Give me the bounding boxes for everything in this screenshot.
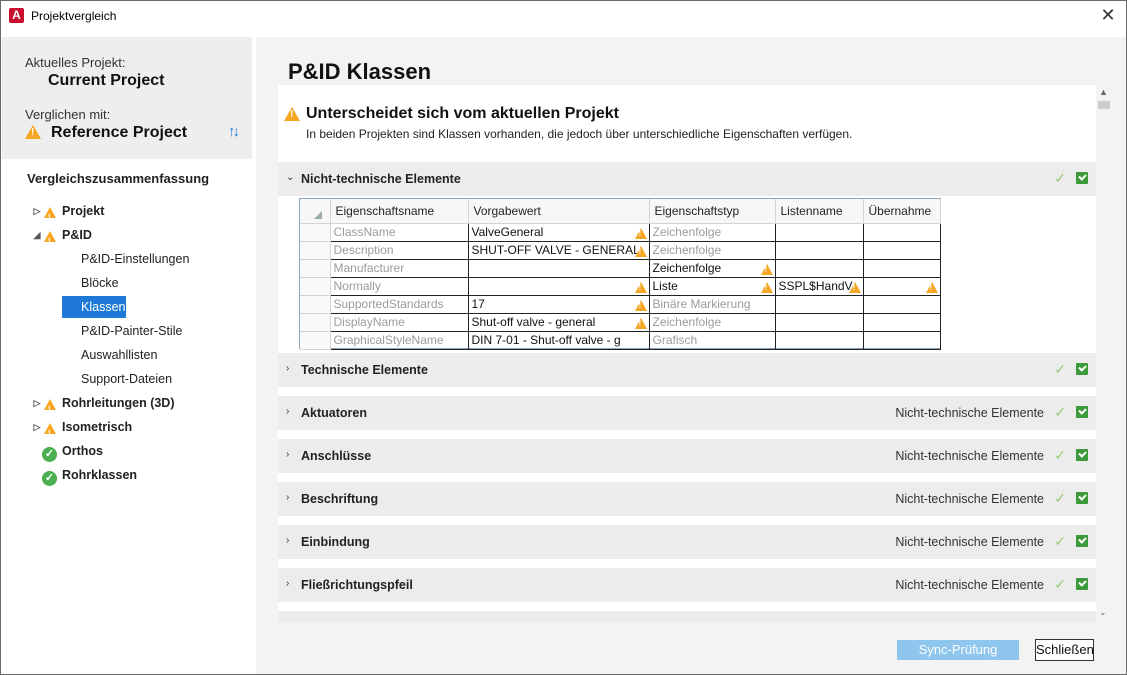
grid-cell[interactable]: Manufacturer (330, 259, 468, 277)
chevron-down-icon[interactable]: ⌄ (286, 172, 295, 183)
grid-cell[interactable]: DIN 7-01 - Shut-off valve - g (468, 331, 649, 349)
tree-item-isometrisch[interactable] (32, 417, 232, 437)
grid-cell[interactable] (775, 259, 863, 277)
grid-cell[interactable] (468, 295, 649, 313)
check-icon: ✓ (1054, 170, 1066, 186)
section-label: Nicht-technische Elemente (301, 172, 461, 186)
tree-item-pid[interactable] (32, 225, 232, 245)
sync-checkbox-icon[interactable] (1076, 578, 1088, 590)
table-row[interactable] (300, 223, 940, 241)
tree-item-label: Orthos (62, 444, 103, 458)
warning-icon (44, 399, 56, 410)
grid-cell[interactable]: Zeichenfolge (649, 313, 775, 331)
grid-cell[interactable] (863, 295, 940, 313)
warning-icon (761, 282, 773, 293)
section-label: Technische Elemente (301, 363, 428, 377)
close-window-button[interactable]: ✕ (1100, 5, 1116, 25)
current-project-label: Aktuelles Projekt: (25, 55, 126, 70)
grid-corner-icon (314, 211, 322, 219)
grid-cell[interactable] (468, 313, 649, 331)
table-row[interactable] (300, 241, 940, 259)
main-panel (256, 37, 1126, 674)
grid-cell[interactable]: Binäre Markierung (649, 295, 775, 313)
grid-cell[interactable] (775, 295, 863, 313)
section-parent: Nicht-technische Elemente (895, 492, 1044, 506)
tree-item-rohrleitungen[interactable] (32, 393, 232, 413)
chevron-right-icon[interactable]: › (286, 406, 290, 417)
grid-cell[interactable]: GraphicalStyleName (330, 331, 468, 349)
scroll-thumb[interactable] (1098, 101, 1110, 109)
tree-item-label: Projekt (62, 204, 105, 218)
expand-arrow-icon[interactable]: ▷ (33, 422, 41, 432)
warning-icon (44, 231, 56, 242)
section-technische-elemente[interactable] (278, 353, 1096, 387)
grid-cell[interactable] (468, 277, 649, 295)
warning-icon (761, 264, 773, 275)
grid-cell[interactable] (775, 241, 863, 259)
row-header[interactable] (300, 295, 330, 313)
warning-icon (25, 125, 41, 139)
tree-item-auswahllisten[interactable]: Auswahllisten (81, 348, 158, 362)
row-header[interactable] (300, 313, 330, 331)
section-parent: Nicht-technische Elemente (895, 535, 1044, 549)
warning-icon (635, 228, 647, 239)
grid-cell[interactable] (863, 331, 940, 349)
warning-icon (849, 282, 861, 293)
project-info (2, 37, 252, 159)
column-header[interactable]: Übernahme (863, 199, 940, 223)
cell-value: SSPL$HandV (778, 279, 853, 293)
row-header[interactable] (300, 277, 330, 295)
row-header[interactable] (300, 223, 330, 241)
warning-icon (635, 318, 647, 329)
collapse-arrow-icon[interactable]: ◢ (33, 230, 41, 240)
tree-item-pid-einstellungen[interactable]: P&ID-Einstellungen (81, 252, 190, 266)
column-header[interactable]: Listenname (775, 199, 863, 223)
section-label: Aktuatoren (301, 406, 367, 420)
difference-description: In beiden Projekten sind Klassen vorhanden, die jedoch über unterschiedliche Eigenschaften verfügen. (306, 127, 853, 141)
grid-cell[interactable] (468, 241, 649, 259)
section-parent: Nicht-technische Elemente (895, 449, 1044, 463)
section-parent: Nicht-technische Elemente (895, 406, 1044, 420)
expand-arrow-icon[interactable]: ▷ (33, 206, 41, 216)
grid-cell[interactable]: Description (330, 241, 468, 259)
current-project-name: Current Project (48, 72, 165, 89)
grid-cell[interactable]: Normally (330, 277, 468, 295)
section-beschriftung[interactable] (278, 482, 1096, 516)
compared-project-name: Reference Project (51, 124, 188, 141)
grid-cell[interactable] (775, 223, 863, 241)
sync-checkbox-icon[interactable] (1076, 172, 1088, 184)
properties-grid (299, 198, 941, 349)
sync-checkbox-icon[interactable] (1076, 449, 1088, 461)
table-row[interactable] (300, 259, 940, 277)
cell-value: Shut-off valve - general (471, 315, 596, 329)
difference-title: Unterscheidet sich vom aktuellen Projekt (306, 105, 619, 122)
tree-item-painter-stile[interactable]: P&ID-Painter-Stile (81, 324, 183, 338)
table-row[interactable] (300, 277, 940, 295)
check-icon: ✓ (1054, 576, 1066, 592)
tree-item-rohrklassen[interactable] (32, 465, 232, 485)
grid-cell[interactable]: Zeichenfolge (649, 223, 775, 241)
chevron-right-icon[interactable]: › (286, 449, 290, 460)
warning-icon (926, 282, 938, 293)
tree-item-orthos[interactable] (32, 441, 232, 461)
column-header[interactable]: Eigenschaftstyp (649, 199, 775, 223)
section-label: Anschlüsse (301, 449, 372, 463)
section-aktuatoren[interactable] (278, 396, 1096, 430)
sync-checkbox-icon[interactable] (1076, 363, 1088, 375)
title-bar (1, 1, 1126, 32)
warning-icon (284, 107, 300, 121)
section-fliessrichtungspfeil[interactable] (278, 568, 1096, 602)
row-header[interactable] (300, 241, 330, 259)
tree-item-label: Rohrleitungen (3D) (62, 396, 175, 410)
row-header[interactable] (300, 259, 330, 277)
check-circle-icon: ✓ (42, 447, 57, 462)
table-row[interactable] (300, 331, 940, 349)
chevron-right-icon[interactable]: › (286, 363, 290, 374)
grid-cell[interactable] (468, 259, 649, 277)
check-icon: ✓ (1054, 361, 1066, 377)
sync-check-button[interactable]: Sync-Prüfung (897, 640, 1019, 660)
section-label: Fließrichtungspfeil (301, 578, 413, 592)
cell-value: Zeichenfolge (652, 261, 722, 275)
close-button[interactable]: Schließen (1035, 639, 1094, 661)
compared-project-label: Verglichen mit: (25, 107, 111, 122)
grid-cell[interactable]: SupportedStandards (330, 295, 468, 313)
tree-item-label: Isometrisch (62, 420, 133, 434)
section-label: Beschriftung (301, 492, 379, 506)
grid-cell[interactable] (775, 331, 863, 349)
chevron-right-icon[interactable]: › (286, 578, 290, 589)
window-title: Projektvergleich (31, 9, 117, 23)
sidebar (2, 37, 252, 674)
cell-value: Liste (652, 279, 678, 293)
grid-cell[interactable] (649, 277, 775, 295)
tree-item-label: Rohrklassen (62, 468, 138, 482)
page-title: P&ID Klassen (288, 59, 432, 84)
vertical-scrollbar[interactable] (1096, 85, 1112, 622)
cell-value: 17 (471, 297, 485, 311)
table-row[interactable] (300, 295, 940, 313)
grid-header-row (300, 199, 940, 223)
tree-item-klassen[interactable]: Klassen (62, 296, 126, 318)
row-header[interactable] (300, 331, 330, 349)
grid-cell[interactable]: Zeichenfolge (649, 241, 775, 259)
expand-arrow-icon[interactable]: ▷ (33, 398, 41, 408)
warning-icon (635, 282, 647, 293)
app-logo-icon: A (9, 8, 24, 23)
scroll-down-icon[interactable]: ⌄ (1099, 607, 1107, 617)
check-icon: ✓ (1054, 447, 1066, 463)
grid-cell[interactable]: Grafisch (649, 331, 775, 349)
grid-cell[interactable]: ClassName (330, 223, 468, 241)
grid-cell[interactable] (649, 259, 775, 277)
table-row[interactable] (300, 313, 940, 331)
section-einbindung[interactable] (278, 525, 1096, 559)
scroll-up-icon[interactable]: ▲ (1099, 87, 1108, 97)
comparison-content (278, 85, 1096, 622)
sync-checkbox-icon[interactable] (1076, 406, 1088, 418)
grid-cell[interactable] (863, 313, 940, 331)
tree-item-support-dateien[interactable]: Support-Dateien (81, 372, 173, 386)
check-circle-icon: ✓ (42, 471, 57, 486)
chevron-right-icon[interactable]: › (286, 492, 290, 503)
sync-checkbox-icon[interactable] (1076, 535, 1088, 547)
column-header[interactable]: Vorgabewert (468, 199, 649, 223)
section-nicht-technische-elemente[interactable] (278, 162, 1096, 196)
grid-cell[interactable] (863, 241, 940, 259)
warning-icon (635, 246, 647, 257)
grid-cell[interactable] (775, 313, 863, 331)
check-icon: ✓ (1054, 533, 1066, 549)
cell-value: ValveGeneral (471, 225, 544, 239)
section-partial (278, 611, 1096, 622)
tree-item-label: P&ID (62, 228, 92, 242)
section-label: Einbindung (301, 535, 370, 549)
chevron-right-icon[interactable]: › (286, 535, 290, 546)
grid-cell[interactable] (775, 277, 863, 295)
grid-cell[interactable] (468, 223, 649, 241)
check-icon: ✓ (1054, 490, 1066, 506)
grid-cell[interactable] (863, 277, 940, 295)
summary-title: Vergleichszusammenfassung (27, 171, 210, 186)
tree-item-bloecke[interactable]: Blöcke (81, 276, 119, 290)
tree-item-projekt[interactable] (32, 201, 232, 221)
section-parent: Nicht-technische Elemente (895, 578, 1044, 592)
warning-icon (635, 300, 647, 311)
sync-checkbox-icon[interactable] (1076, 492, 1088, 504)
grid-cell[interactable]: DisplayName (330, 313, 468, 331)
grid-cell[interactable] (863, 259, 940, 277)
warning-icon (44, 423, 56, 434)
grid-cell[interactable] (863, 223, 940, 241)
column-header[interactable]: Eigenschaftsname (330, 199, 468, 223)
swap-projects-icon[interactable]: ↑↓ (228, 123, 237, 140)
cell-value: SHUT-OFF VALVE - GENERAL (471, 243, 640, 257)
section-anschluesse[interactable] (278, 439, 1096, 473)
warning-icon (44, 207, 56, 218)
check-icon: ✓ (1054, 404, 1066, 420)
